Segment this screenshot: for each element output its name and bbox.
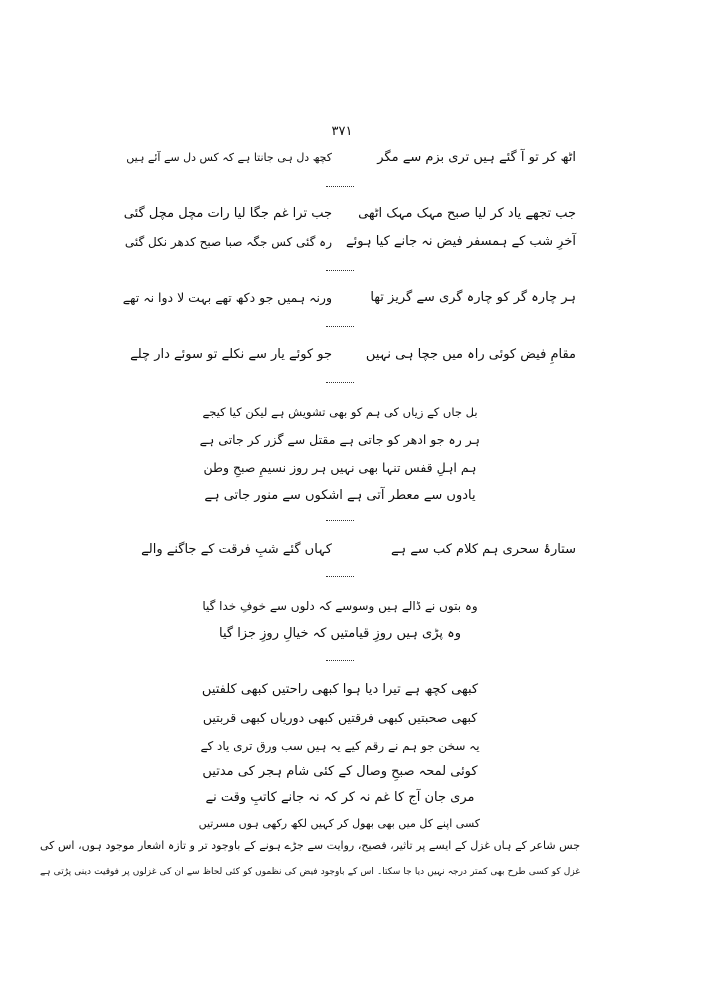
prose-line: غزل کو کسی طرح بھی کمتر درجہ نہیں دیا جا سکتا۔ اس کے باوجود فیض کی نظموں کو کئی لحاظ سے ان کی غزلوں پر فوقیت دینی پڑتی ہے [40, 867, 580, 877]
verse-line: بل جاں کے زیاں کی ہم کو بھی تشویش ہے لیکن کیا کیجے [202, 405, 478, 419]
verse-line: کبھی کچھ ہے تیرا دیا ہوا کبھی راحتیں کبھی کلفتیں [201, 682, 479, 697]
verse-second-line: کچھ دل ہی جانتا ہے کہ کس دل سے آئے ہیں [126, 151, 332, 164]
verse-line: ہر رہ جو ادھر کو جاتی ہے مقتل سے گزر کر جاتی ہے [199, 432, 480, 447]
section-separator [326, 270, 354, 271]
verse-second-line: جب ترا غم جگا لیا رات مچل مچل گئی [123, 206, 332, 221]
verse-second-line: رہ گئی کس جگہ صبا صبح کدھر نکل گئی [124, 235, 332, 249]
verse-line: کوئی لمحہ صبحِ وصال کے کئی شام ہجر کی مدتیں [202, 764, 478, 779]
section-separator [326, 326, 354, 327]
prose-line: جس شاعر کے ہاں غزل کے ایسے پر تاثیر، فصیح، روایت سے جڑے ہونے کے باوجود تر و تازہ اشعار موجود ہوں، اس کی [40, 839, 580, 852]
verse-first-line: مقامِ فیض کوئی راہ میں جچا ہی نہیں [365, 347, 576, 362]
verse-first-line: اٹھ کر تو آ گئے ہیں تری بزم سے مگر [377, 150, 576, 165]
verse-first-line: جب تجھے یاد کر لیا صبح مہک مہک اٹھی [358, 206, 576, 221]
verse-second-line: کہاں گئے شبِ فرقت کے جاگنے والے [141, 542, 332, 557]
verse-line: وہ بتوں نے ڈالے ہیں وسوسے کہ دلوں سے خوفِ خدا گیا [202, 599, 478, 613]
verse-first-line: ستارۂ سحری ہم کلام کب سے ہے [390, 542, 576, 557]
verse-first-line: ہر چارہ گر کو چارہ گری سے گریز تھا [370, 290, 576, 305]
section-separator [326, 660, 354, 661]
verse-first-line: آخرِ شب کے ہمسفر فیض نہ جانے کیا ہوئے [346, 234, 576, 249]
verse-line: کسی اپنے کل میں بھی بھول کر کہیں لکھ رکھی ہوں مسرتیں [198, 817, 480, 830]
verse-line: کبھی صحبتیں کبھی فرقتیں کبھی دوریاں کبھی قربتیں [202, 710, 478, 725]
verse-second-line: ورنہ ہمیں جو دکھ تھے بہت لا دوا نہ تھے [122, 290, 332, 305]
section-separator [326, 576, 354, 577]
verse-second-line: جو کوئے یار سے نکلے تو سوئے دار چلے [130, 347, 332, 362]
verse-line: مری جان آج کا غم نہ کر کہ نہ جانے کاتبِ وقت نے [205, 790, 475, 805]
section-separator [326, 382, 354, 383]
verse-line: ہم اہلِ قفس تنہا بھی نہیں ہر روز نسیمِ صبحِ وطن [203, 460, 477, 475]
section-separator [326, 186, 354, 187]
verse-line: یادوں سے معطر آتی ہے اشکوں سے منور جاتی ہے [204, 488, 476, 503]
section-separator [326, 520, 354, 521]
verse-line: وہ پڑی ہیں روزِ قیامتیں کہ خیالِ روزِ جزا گیا [218, 626, 462, 641]
page-number: ۳۷۱ [331, 124, 353, 139]
verse-line: یہ سخن جو ہم نے رقم کیے یہ ہیں سب ورق تری یاد کے [200, 739, 480, 753]
